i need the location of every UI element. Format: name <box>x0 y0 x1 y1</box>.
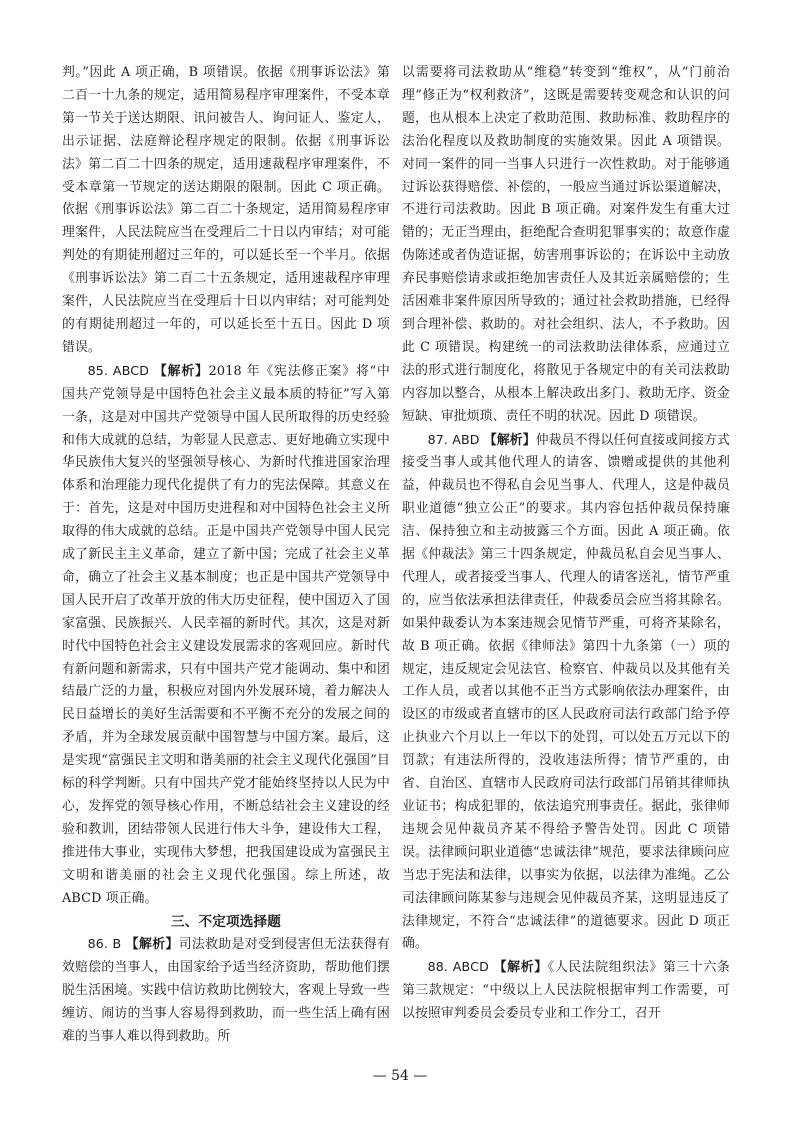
answer-88-number: 88. ABCD <box>427 959 489 975</box>
answer-85-number: 85. ABCD <box>87 362 150 378</box>
answer-88 <box>402 956 730 1026</box>
analysis-tag: 【解析】 <box>493 960 548 976</box>
right-column <box>402 62 730 1026</box>
answer-87-number: 87. ABD <box>427 431 480 447</box>
analysis-tag: 【解析】 <box>483 432 536 448</box>
answer-86-text: 司法救助是对受到侵害但无法获得有效赔偿的当事人，由国家给予适当经济资助，帮助他们摆脱生活困境。实践中信访救助比例较大，客观上导致一些缠访、闹访的当事人容易得到救助，而一些生活上确有困难的当事人难以得到救助。所 <box>62 937 391 1045</box>
answer-86-number: 86. B <box>87 936 122 952</box>
answer-86 <box>62 933 390 1049</box>
answer-87 <box>402 429 730 957</box>
answer-87-text: 仲裁员不得以任何直接或间接方式接受当事人或其他代理人的请客、馈赠或提供的其他利益，仲裁员也不得私自会见当事人、代理人，这是仲裁员职业道德“独立公正”的要求。其内容包括仲裁员保持廉洁、保持独立和主动披露三个方面。因此 A 项正确。依据《仲裁法》第三十四条规定，仲裁员私自会见当事人、代理人，或者接受当事人、代理人的请客送礼，情节严重的，应当依法承担法律责任，仲裁委员会应当将其除名。如果仲裁委认为本案违规会见情节严重，可将齐某除名，故 B 项正确。依据《律师法》第四十九条第（一）项的规定，违反规定会见法官、检察官、仲裁员以及其他有关工作人员，或者以其他不正当方式影响依法办理案件，由设区的市级或者直辖市的区人民政府司法行政部门给予停止执业六个月以上一年以下的处罚，可以处五万元以下的罚款；有违法所得的，没收违法所得；情节严重的，由省、自治区、直辖市人民政府司法行政部门吊销其律师执业证书；构成犯罪的，依法追究刑事责任。据此，张律师违规会见仲裁员齐某不得给予警告处罚。因此 C 项错误。法律顾问职业道德“忠诚法律”规范，要求法律顾问应当忠于宪法和法律，以事实为依据，以法律为准绳。乙公司法律顾问陈某参与违规会见仲裁员齐某，这明显违反了法律规定，不符合“忠诚法律”的道德要求。因此 D 项正确。 <box>402 432 731 952</box>
answer-85 <box>62 360 390 911</box>
answer-88-text: 《人民法院组织法》第三十六条第三款规定：“中级以上人民法院根据审判工作需要，可以按照审判委员会委员专业和工作分工，召开 <box>402 960 731 1022</box>
paragraph-continuation: 判。”因此 A 项正确，B 项错误。依据《刑事诉讼法》第二百一十九条的规定，适用简易程序审理案件，不受本章第一节关于送达期限、讯问被告人、询问证人、鉴定人，出示证据、法庭辩论程序规定的限制。依据《刑事诉讼法》第二百二十四条的规定，适用速裁程序审理案件，不受本章第一节规定的送达期限的限制。因此 C 项正确。依据《刑事诉讼法》第二百二十条规定，适用简易程序审理案件，人民法院应当在受理后二十日以内审结；对可能判处的有期徒刑超过三年的，可以延长至一个半月。依据《刑事诉讼法》第二百二十五条规定，适用速裁程序审理案件，人民法院应当在受理后十日以内审结；对可能判处的有期徒刑超过一年的，可以延长至十五日。因此 D 项错误。 <box>62 65 390 355</box>
analysis-tag: 【解析】 <box>125 937 179 953</box>
analysis-tag: 【解析】 <box>154 363 209 379</box>
page-number: — 54 — <box>372 1068 428 1084</box>
answer-86-continuation: 以需要将司法救助从“维稳”转变到“维权”，从“门前治理”修正为“权利救济”，这既是需要转变观念和认识的问题，也从根本上决定了救助范围、救助标准、救助程序的法治化程度以及救助制度的实施效果。因此 A 项错误。对同一案件的同一当事人只进行一次性救助。对于能够通过诉讼获得赔偿、补偿的，一般应当通过诉讼渠道解决，不进行司法救助。因此 B 项正确。对案件发生有重大过错的；无正当理由，拒绝配合查明犯罪事实的；故意作虚伪陈述或者伪造证据，妨害刑事诉讼的；在诉讼中主动放弃民事赔偿请求或拒绝加害责任人及其近亲属赔偿的；生活困难非案件原因所导致的；通过社会救助措施，已经得到合理补偿、救助的。对社会组织、法人，不予救助。因此 C 项错误。构建统一的司法救助法律体系，应通过立法的形式进行制度化，将散见于各规定中的有关司法救助内容加以整合，从根本上解决政出多门、救助无序、资金短缺、审批烦琐、责任不明的状况。因此 D 项错误。 <box>402 65 730 424</box>
left-column <box>62 62 390 1049</box>
section-heading: 三、不定项选择题 <box>171 913 281 930</box>
answer-85-text: 2018 年《宪法修正案》将“中国共产党领导是中国特色社会主义最本质的特征”写入第一条，这是对中国共产党领导中国人民所取得的历史经验和伟大成就的总结，为彰显人民意志、更好地确立实现中华民族伟大复兴的坚强领导核心、为新时代推进国家治理体系和治理能力现代化提供了有力的宪法保障。其意义在于：首先，这是对中国历史进程和对中国特色社会主义所取得的伟大成就的总结。正是中国共产党领导中国人民完成了新民主主义革命，建立了新中国；完成了社会主义革命，确立了社会主义基本制度；也正是中国共产党领导中国人民开启了改革开放的伟大历史征程，使中国迈入了国家富强、民族振兴、人民幸福的新时代。其次，这是对新时代中国特色社会主义建设发展需求的客观回应。新时代有新问题和新需求，只有中国共产党才能调动、集中和团结最广泛的力量，积极应对国内外发展环境，着力解决人民日益增长的美好生活需要和不平衡不充分的发展之间的矛盾，并为全球发展贡献中国智慧与中国方案。最后，这是实现“富强民主文明和谐美丽的社会主义现代化强国”目标的科学判断。只有中国共产党才能始终坚持以人民为中心，发挥党的领导核心作用，不断总结社会主义建设的经验和教训，团结带领人民进行伟大斗争，建设伟大工程，推进伟大事业，实现伟大梦想，把我国建设成为富强民主文明和谐美丽的社会主义现代化强国。综上所述，故 ABCD 项正确。 <box>62 363 391 906</box>
